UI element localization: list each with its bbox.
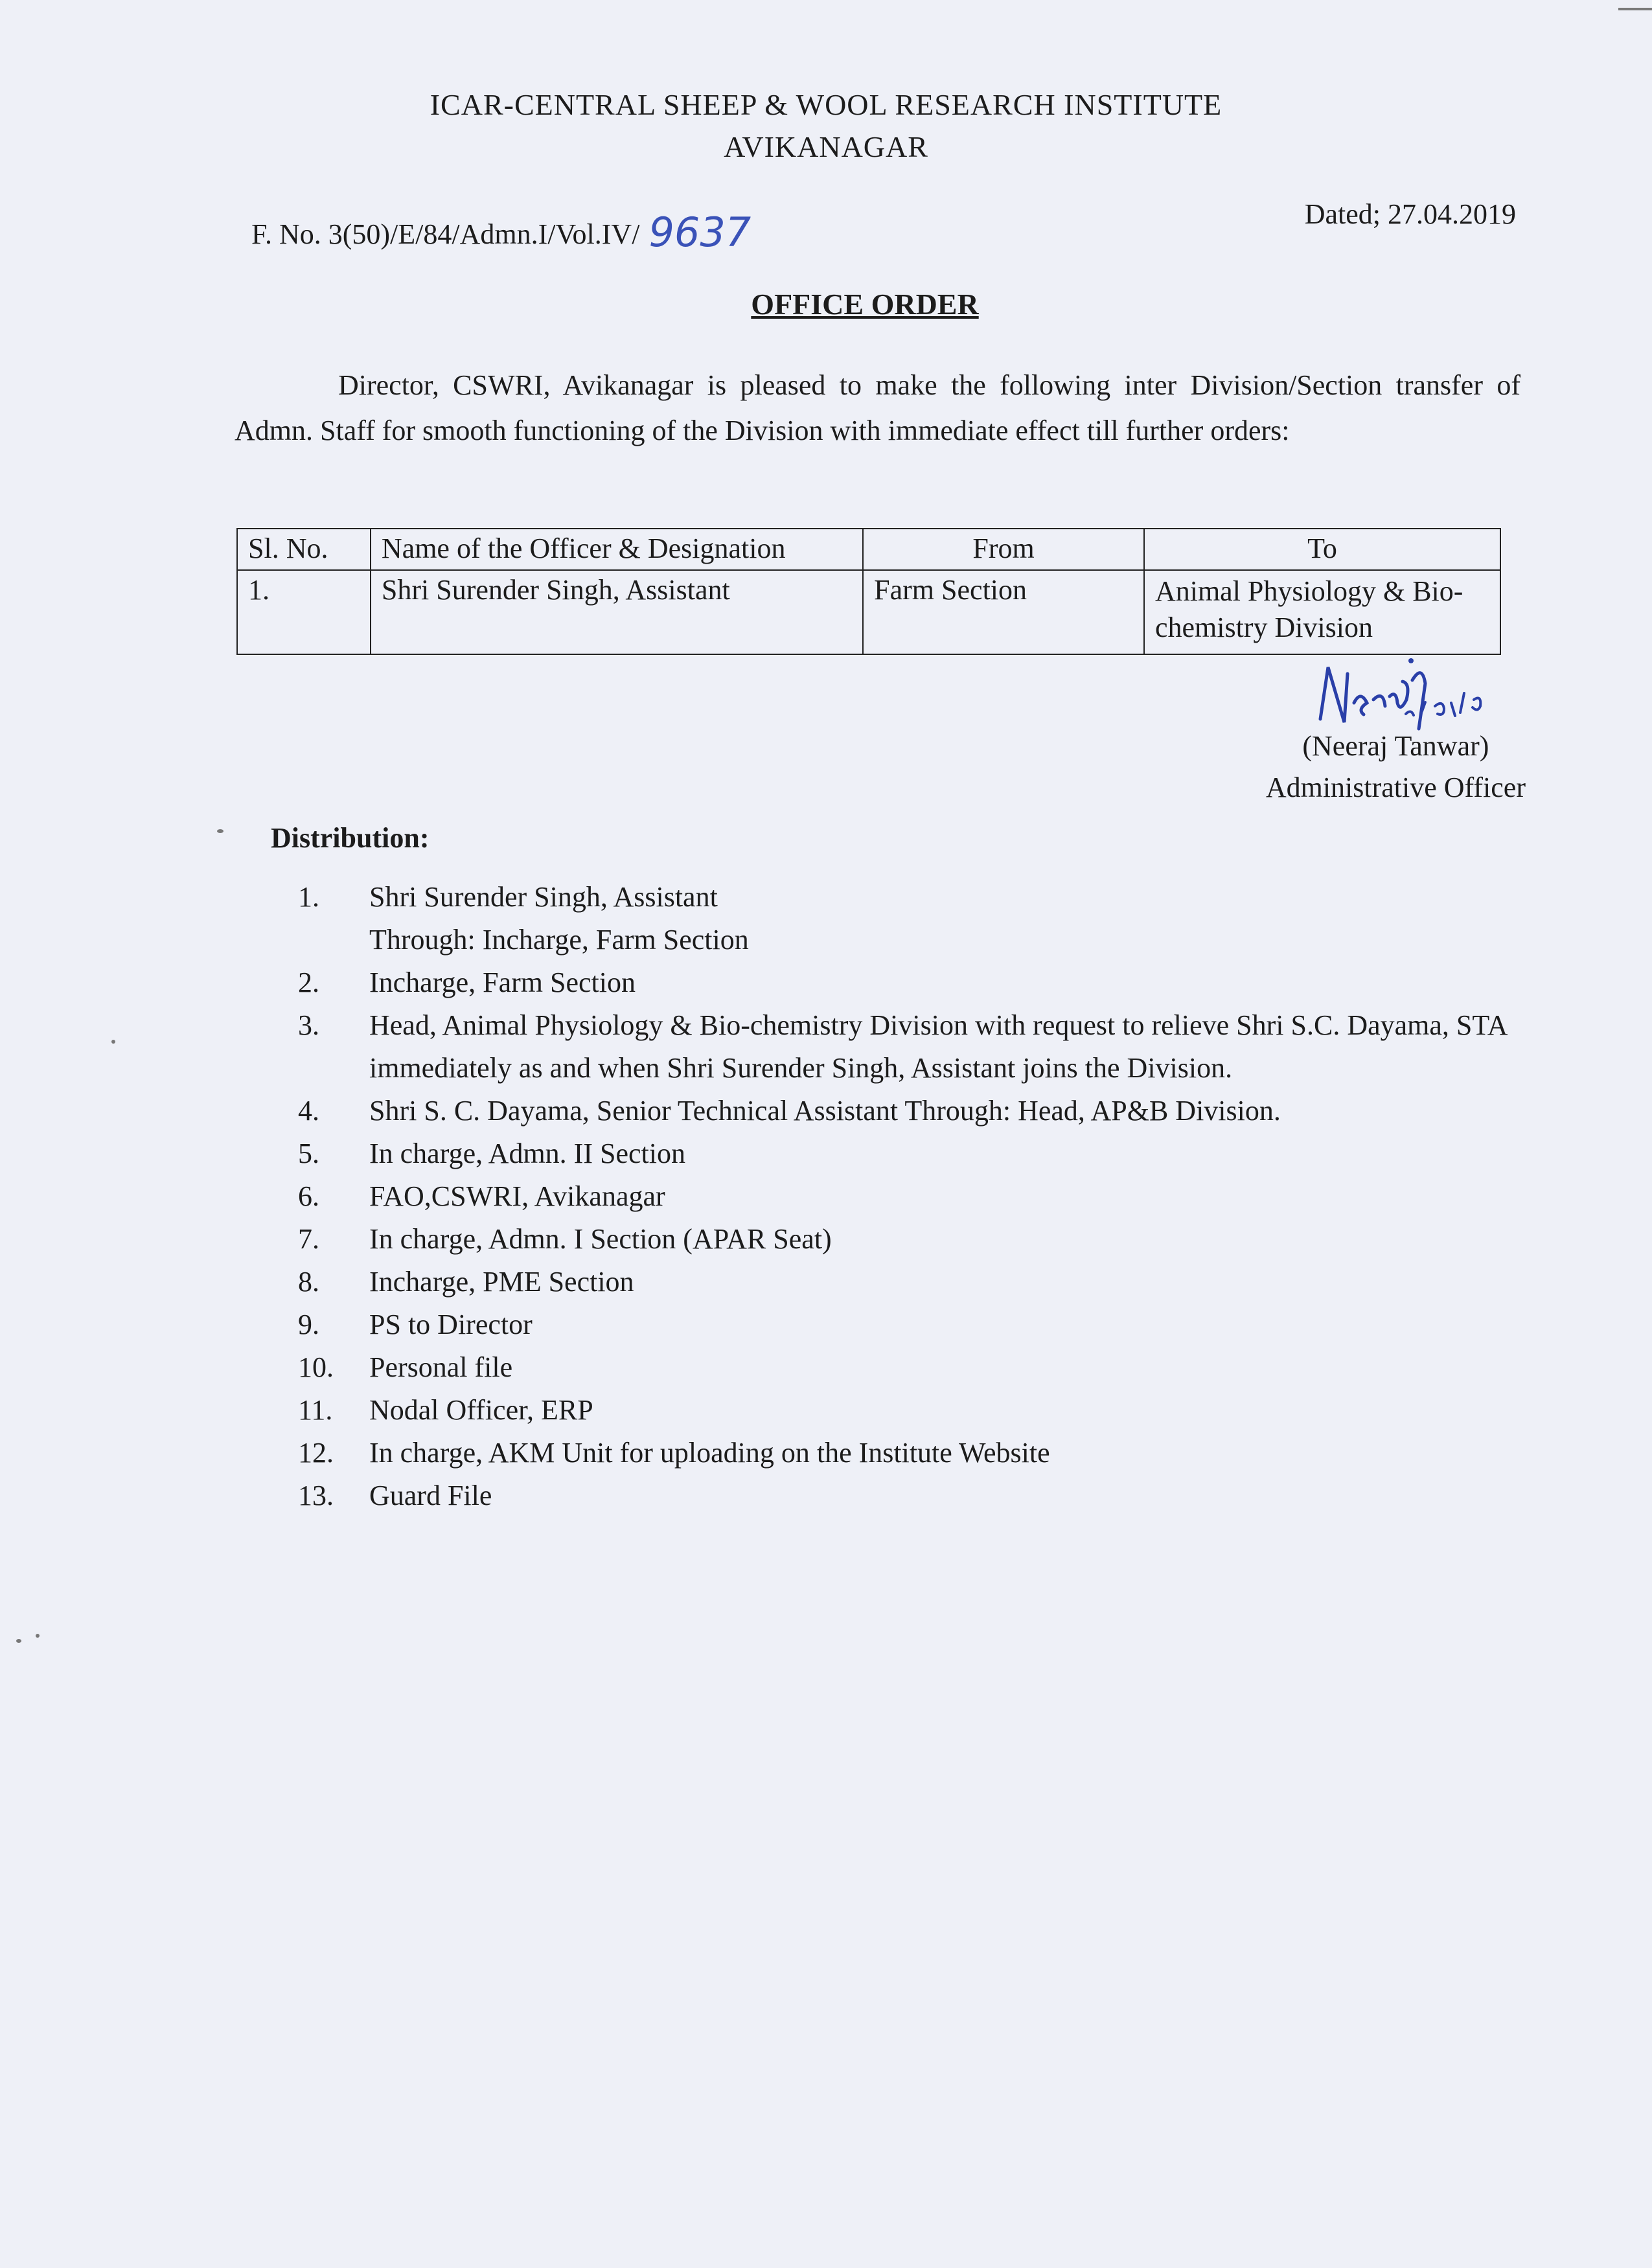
list-item-main-text: Head, Animal Physiology & Bio-chemistry Division with request to relieve Shri S.C. Dayama, STA immediately as and when Shri Surender Singh, Assistant joins the Division. <box>369 1009 1507 1084</box>
institute-name: ICAR-CENTRAL SHEEP & WOOL RESEARCH INSTITUTE <box>430 88 1222 121</box>
list-item-main-text: Shri Surender Singh, Assistant <box>369 881 718 913</box>
list-item-text <box>369 1389 1548 1432</box>
list-item-main-text: In charge, AKM Unit for uploading on the Institute Website <box>369 1437 1050 1469</box>
list-item-main-text: Incharge, Farm Section <box>369 967 636 998</box>
col-header-from: From <box>863 529 1144 570</box>
list-item-text <box>369 1432 1548 1474</box>
list-item <box>285 1432 1548 1474</box>
list-item <box>285 1261 1548 1303</box>
list-item <box>285 1175 1548 1218</box>
list-item-text <box>369 1218 1548 1261</box>
list-item <box>285 876 1548 961</box>
signatory-designation: Administrative Officer <box>1265 772 1526 803</box>
list-item-text <box>369 1132 1548 1175</box>
list-item-text <box>369 961 1548 1004</box>
scan-speck <box>217 829 224 833</box>
scan-edge-mark <box>1618 8 1652 10</box>
list-item-number: 5. <box>298 1138 319 1169</box>
list-item-text <box>369 1303 1548 1346</box>
list-item <box>285 1132 1548 1175</box>
cell-from: Farm Section <box>863 570 1144 654</box>
list-item-main-text: Personal file <box>369 1351 513 1383</box>
list-item-main-text: PS to Director <box>369 1309 533 1340</box>
table-row <box>237 570 1500 654</box>
list-item-text <box>369 1004 1548 1090</box>
table-header-row <box>237 529 1500 570</box>
list-item-main-text: In charge, Admn. I Section (APAR Seat) <box>369 1223 832 1255</box>
transfer-table <box>236 528 1501 655</box>
scan-speck <box>111 1040 115 1044</box>
list-item-number: 4. <box>298 1095 319 1127</box>
cell-to: Animal Physiology & Bio-chemistry Division <box>1144 570 1500 654</box>
scan-speck <box>16 1639 21 1643</box>
col-header-to: To <box>1144 529 1500 570</box>
institute-location: AVIKANAGAR <box>724 130 928 163</box>
list-item-number: 12. <box>298 1437 334 1469</box>
order-paragraph: Director, CSWRI, Avikanagar is pleased to make the following inter Division/Section transfer of Admn. Staff for smooth functioning of the Division with immediate effect till further orders: <box>235 369 1520 446</box>
list-item-text <box>369 1346 1548 1389</box>
list-item-text <box>369 1090 1548 1132</box>
cell-sl: 1. <box>237 570 371 654</box>
file-number <box>251 206 751 256</box>
cell-name: Shri Surender Singh, Assistant <box>371 570 863 654</box>
list-item-sub-text: Through: Incharge, Farm Section <box>369 924 749 956</box>
list-item-number: 7. <box>298 1223 319 1255</box>
list-item <box>285 961 1548 1004</box>
list-item <box>285 1303 1548 1346</box>
col-header-sl: Sl. No. <box>237 529 371 570</box>
list-item-text <box>369 1474 1548 1517</box>
list-item-text <box>369 876 1548 961</box>
list-item-number: 6. <box>298 1180 319 1212</box>
handwritten-file-number: 9637 <box>648 209 751 256</box>
list-item-text <box>369 1261 1548 1303</box>
distribution-list <box>285 876 1548 1517</box>
signatory-block <box>1266 726 1526 808</box>
list-item-number: 13. <box>298 1480 334 1511</box>
col-header-name: Name of the Officer & Designation <box>371 529 863 570</box>
list-item-main-text: Incharge, PME Section <box>369 1266 634 1298</box>
list-item-number: 2. <box>298 967 319 998</box>
list-item-number: 8. <box>298 1266 319 1298</box>
list-item <box>285 1474 1548 1517</box>
list-item-main-text: Guard File <box>369 1480 492 1511</box>
order-date: Dated; 27.04.2019 <box>1304 198 1516 230</box>
distribution-title: Distribution: <box>271 822 430 854</box>
list-item-number: 10. <box>298 1351 334 1383</box>
list-item-main-text: In charge, Admn. II Section <box>369 1138 685 1169</box>
list-item-main-text: FAO,CSWRI, Avikanagar <box>369 1180 665 1212</box>
scan-speck <box>36 1634 40 1638</box>
list-item <box>285 1389 1548 1432</box>
list-item-text <box>369 1175 1548 1218</box>
list-item-main-text: Nodal Officer, ERP <box>369 1394 593 1426</box>
list-item-number: 1. <box>298 881 319 913</box>
list-item-number: 11. <box>298 1394 333 1426</box>
file-number-prefix: F. No. 3(50)/E/84/Admn.I/Vol.IV/ <box>251 218 640 250</box>
list-item-number: 3. <box>298 1009 319 1041</box>
list-item <box>285 1218 1548 1261</box>
list-item <box>285 1090 1548 1132</box>
list-item-number: 9. <box>298 1309 319 1340</box>
list-item <box>285 1004 1548 1090</box>
list-item <box>285 1346 1548 1389</box>
list-item-main-text: Shri S. C. Dayama, Senior Technical Assistant Through: Head, AP&B Division. <box>369 1095 1281 1127</box>
signatory-name: (Neeraj Tanwar) <box>1302 730 1489 762</box>
document-title: OFFICE ORDER <box>751 288 979 321</box>
